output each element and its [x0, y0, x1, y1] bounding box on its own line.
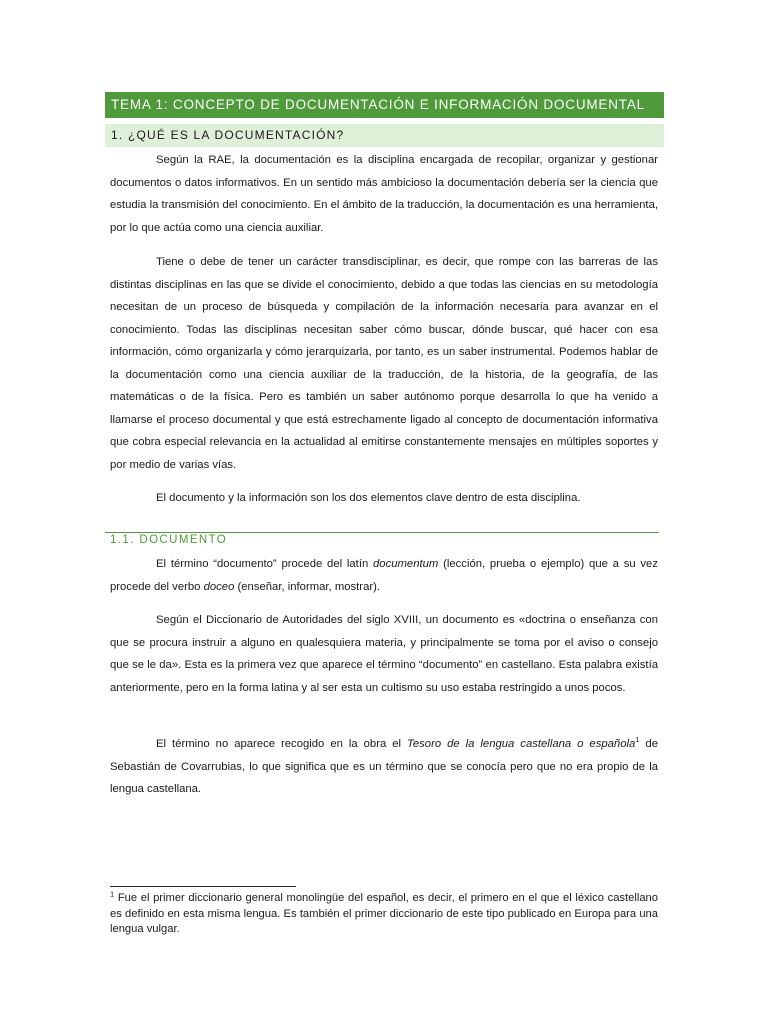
- paragraph-2: Tiene o debe de tener un carácter transdisciplinar, es decir, que rompe con las barreras de las distintas disciplinas en las que se divide el conocimiento, debido a que todas las ciencias en su metodología necesitan de un proceso de búsqueda y compilación de la información necesaria para avanzar en el conocimiento. Todas las disciplinas necesitan saber cómo buscar, dónde buscar, qué hacer con esa información, cómo organizarla y cómo jerarquizarla, por tanto, es un saber instrumental. Podemos hablar de la documentación como una ciencia auxiliar de la traducción, de la historia, de la geografía, de las matemáticas o de la física. Pero es también un saber autónomo porque desarrolla lo que ha venido a llamarse el proceso documental y que está estrechamente ligado al concepto de documentación informativa que cobra especial relevancia en la actualidad al emitirse constantemente mensajes en múltiples soportes y por medio de varias vías.: [110, 256, 658, 471]
- p4-latin-term: documentum: [373, 558, 439, 570]
- chapter-title: TEMA 1: CONCEPTO DE DOCUMENTACIÓN E INFORMACIÓN DOCUMENTAL: [105, 92, 664, 118]
- p4-text-e: (enseñar, informar, mostrar).: [234, 580, 381, 593]
- p4-text-a: El término “documento” procede del latín: [156, 558, 374, 570]
- section-divider: [105, 532, 659, 533]
- footnote-mark: 1: [110, 889, 115, 899]
- paragraph-4: [110, 553, 658, 598]
- footnote-separator: [110, 886, 296, 887]
- paragraph-6: [110, 733, 658, 801]
- section-heading: 1. ¿QUÉ ES LA DOCUMENTACIÓN?: [105, 124, 664, 147]
- p4-text-c: (lección, prueba o ejemplo) que a su vez procede del verbo: [110, 558, 658, 593]
- p4-verb-term: doceo: [203, 580, 235, 593]
- paragraph-3: El documento y la información son los dos elementos clave dentro de esta disciplina.: [156, 492, 581, 504]
- footnote: [110, 891, 658, 938]
- p6-text-c: de Sebastián de Covarrubias, lo que significa que es un término que se conocía pero que no era propio de la lengua castellana.: [110, 738, 658, 795]
- footnote-text: Fue el primer diccionario general monolingüe del español, es decir, el primero en el que el léxico castellano es definido en esta misma lengua. Es también el primer diccionario de este tipo publicado en Europa para una lengua vulgar.: [110, 892, 658, 935]
- footnote-reference[interactable]: 1: [635, 735, 640, 745]
- p6-text-a: El término no aparece recogido en la obra el: [156, 738, 407, 750]
- paragraph-1: Según la RAE, la documentación es la disciplina encargada de recopilar, organizar y gestionar documentos o datos informativos. En un sentido más ambicioso la documentación debería ser la ciencia que estudia la transmisión del conocimiento. En el ámbito de la traducción, la documentación es una herramienta, por lo que actúa como una ciencia auxiliar.: [110, 154, 658, 234]
- subsection-heading: 1.1. DOCUMENTO: [110, 534, 228, 546]
- paragraph-5: Según el Diccionario de Autoridades del siglo XVIII, un documento es «doctrina o enseñanza con que se procura instruir a alguno en qualesquiera materia, y principalmente se toma por el aviso o consejo que se le da». Esta es la primera vez que aparece el término “documento” en castellano. Esta palabra existía anteriormente, pero en la forma latina y al ser esta un cultismo su uso estaba restringido a unos pocos.: [110, 614, 658, 694]
- p6-work-title: Tesoro de la lengua castellana o española: [407, 738, 636, 750]
